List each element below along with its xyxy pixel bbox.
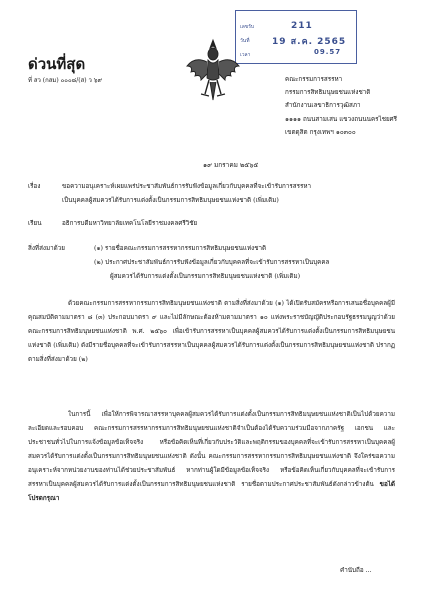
stamp-number: 211 bbox=[291, 21, 313, 31]
continued-marker: คำนับถือ ... bbox=[340, 567, 372, 574]
enclosure-item-2-cont: ผู้สมควรได้รับการแต่งตั้งเป็นกรรมการสิทธิมนุษยชนแห่งชาติ (เพิ่มเติม) bbox=[110, 273, 301, 280]
urgency-label: ด่วนที่สุด bbox=[28, 55, 86, 73]
enclosure-item-2: (๒) ประกาศประชาสัมพันธ์การรับฟังข้อมูลเกี่ยวกับบุคคลที่จะเข้ารับการสรรหาเป็นบุคคล bbox=[94, 259, 330, 266]
stamp-date: 19 ส.ค. 2565 bbox=[272, 37, 347, 47]
subject-label: เรื่อง bbox=[28, 183, 41, 190]
stamp-number-label: เลขรับ bbox=[240, 24, 255, 30]
address-line-4: ๑๑๑๑ ถนนสามเสน แขวงถนนนครไชยศรี bbox=[285, 116, 398, 123]
garuda-emblem-icon bbox=[183, 36, 243, 104]
letter-date: ๑๙ มกราคม ๒๕๖๕ bbox=[203, 161, 259, 169]
recipient-name: อธิการบดีมหาวิทยาลัยเทคโนโลยีราชมงคลศรีวิชัย bbox=[62, 220, 198, 227]
stamp-time: 09.57 bbox=[314, 48, 342, 56]
receipt-stamp bbox=[235, 10, 357, 64]
body-paragraph-2-bold: ขอได้โปรดกรุณา bbox=[28, 481, 395, 502]
body-paragraph-2 bbox=[28, 408, 395, 506]
stamp-time-label: เวลา bbox=[240, 52, 251, 58]
body-paragraph-1: ด้วยคณะกรรมการสรรหากรรมการสิทธิมนุษยชนแห่งชาติ ตามสิ่งที่ส่งมาด้วย (๑) ได้เปิดรับสมัครหรือการเสนอชื่อบุคคลผู้มีคุณสมบัติตามมาตรา ๘ (๓) ประกอบมาตรา ๙ และไม่มีลักษณะต้องห้ามตามมาตรา ๑๐ แห่งพระราชบัญญัติประกอบรัฐธรรมนูญว่าด้วยคณะกรรมการสิทธิมนุษยชนแห่งชาติ พ.ศ. ๒๕๖๐ เพื่อเข้ารับการสรรหาเป็นบุคคลผู้สมควรได้รับการแต่งตั้งเป็นกรรมการสิทธิมนุษยชนแห่งชาติ (เพิ่มเติม) ดังมีรายชื่อบุคคลที่จะเข้ารับการสรรหาเป็นบุคคลผู้สมควรได้รับการแต่งตั้งเป็นกรรมการสิทธิมนุษยชนแห่งชาติ ปรากฏตามสิ่งที่ส่งมาด้วย (๒) bbox=[28, 300, 395, 363]
address-line-3: สำนักงานเลขาธิการวุฒิสภา bbox=[285, 102, 361, 109]
recipient-label: เรียน bbox=[28, 220, 42, 227]
subject-line-2: เป็นบุคคลผู้สมควรได้รับการแต่งตั้งเป็นกรรมการสิทธิมนุษยชนแห่งชาติ (เพิ่มเติม) bbox=[62, 197, 279, 204]
address-line-1: คณะกรรมการสรรหา bbox=[285, 76, 343, 83]
address-line-2: กรรมการสิทธิมนุษยชนแห่งชาติ bbox=[285, 89, 371, 96]
stamp-date-label: วันที่ bbox=[240, 38, 250, 44]
enclosure-item-1: (๑) รายชื่อคณะกรรมการสรรหากรรมการสิทธิมนุษยชนแห่งชาติ bbox=[94, 245, 267, 252]
subject-line-1: ขอความอนุเคราะห์เผยแพร่ประชาสัมพันธ์การรับฟังข้อมูลเกี่ยวกับบุคคลที่จะเข้ารับการสรรหา bbox=[62, 183, 312, 190]
body-paragraph-2-text: ในการนี้ เพื่อให้การพิจารณาสรรหาบุคคลผู้สมควรได้รับการแต่งตั้งเป็นกรรมการสิทธิมนุษยชนแห่งชาติเป็นไปด้วยความละเอียดและรอบคอบ คณะกรรมการสรรหากรรมการสิทธิมนุษยชนแห่งชาติจำเป็นต้องได้รับความร่วมมือจากภาครัฐ เอกชน และประชาชนทั่วไปในการแจ้งข้อมูลข้อเท็จจริง หรือข้อคิดเห็นที่เกี่ยวกับประวัติและพฤติกรรมของบุคคลที่จะเข้ารับการสรรหาเป็นบุคคลผู้สมควรได้รับการแต่งตั้งเป็นกรรมการสิทธิมนุษยชนแห่งชาติ ดังนั้น คณะกรรมการสรรหากรรมการสิทธิมนุษยชนแห่งชาติ จึงใคร่ขอความอนุเคราะห์จากหน่วยงานของท่านได้ช่วยประชาสัมพันธ์ หากท่านผู้ใดมีข้อมูลข้อเท็จจริง หรือข้อคิดเห็นเกี่ยวกับบุคคลที่จะเข้ารับการสรรหาเป็นบุคคลผู้สมควรได้รับการแต่งตั้งเป็นกรรมการสิทธิมนุษยชนแห่งชาติ รายชื่อตามประกาศประชาสัมพันธ์ดังกล่าวข้างต้น bbox=[28, 411, 395, 488]
address-line-5: เขตดุสิต กรุงเทพฯ ๑๐๓๐๐ bbox=[285, 129, 356, 136]
enclosures-label: สิ่งที่ส่งมาด้วย bbox=[28, 245, 65, 252]
document-number: ที่ สว (กสม) ๐๐๐๘/(ส) ว ๖๙ bbox=[28, 77, 103, 84]
